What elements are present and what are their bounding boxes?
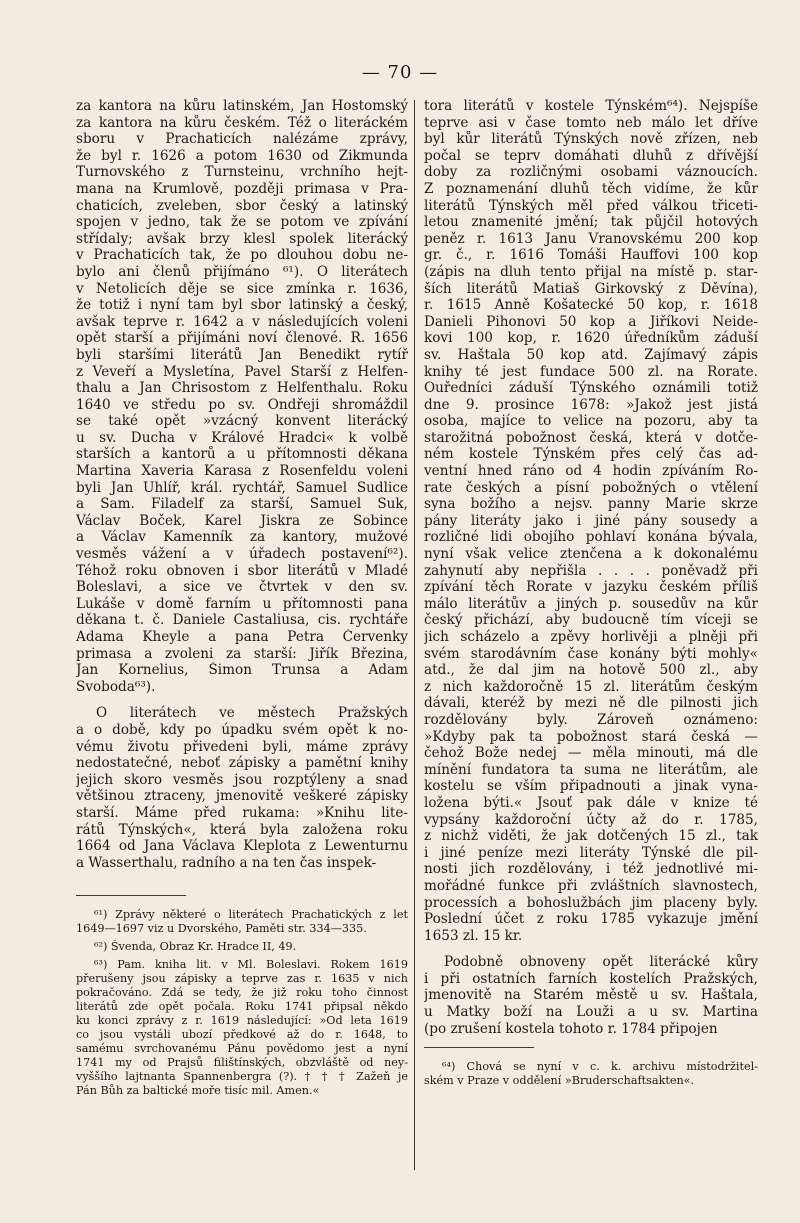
footnote-line: ském v Praze v oddělení »Bruderschaftsakten«. [424, 1074, 695, 1088]
text-line: Svoboda⁶³). [76, 678, 156, 695]
text-line: i při ostatních farních kostelích Pražských, [424, 970, 758, 987]
text-line: sv. Haštala 50 kop atd. Zajímavý zápis [424, 346, 758, 363]
text-line: ložena býti.« Jsouť pak dále v knize té [424, 794, 758, 811]
text-line: z Veveří a Mysletína, Pavel Starší z Helfen- [76, 363, 408, 380]
text-line: Lukáše v domě farním u přítomnosti pana [76, 595, 408, 612]
footnote-rule [76, 895, 186, 896]
text-line: rátů Týnských«, která byla založena roku [76, 821, 408, 838]
text-line: nyní však velice ztenčena a k dokonalému [424, 546, 758, 563]
footnote [76, 908, 408, 936]
text-line: Podobně obnoveny opět literácké kůry [444, 954, 758, 971]
text-line: byli staršími literátů Jan Benedikt rytíř [76, 346, 408, 363]
text-line: (zápis na dluh tento přijal na místě p. star- [424, 263, 758, 280]
footnote-line: 1649—1697 viz u Dvorského, Paměti str. 334—335. [76, 922, 367, 936]
text-line: teprve asi v čase tomto neb málo let dříve [424, 114, 758, 131]
text-line: 1640 ve středu po sv. Ondřeji shromáždil [76, 396, 408, 413]
text-line: byli Jan Uhlíř, král. rychtář, Samuel Sudlice [76, 479, 408, 496]
text-line: jich scházelo a zpěvy horlivěji a plněji při [424, 629, 758, 645]
text-line: a Wasserthalu, radního a na ten čas inspek- [76, 854, 377, 871]
text-line: svém starodávním čase konány býti mohly« [424, 645, 758, 662]
text-line: málo literátův a jiných p. sousedův na kůr [424, 595, 758, 612]
text-line: že totiž i nyní tam byl sbor latinský a český, [76, 297, 408, 314]
text-line: i jiné peníze mezi literáty Týnské dle pil- [424, 844, 758, 861]
text-line: počal se teprv domáhati dluhů z dřívější [424, 147, 758, 164]
text-line: mana na Krumlově, později primasa v Pra- [76, 180, 408, 197]
text-line: mořádné funkce při zvláštních slavnostech, [424, 877, 758, 894]
text-line: gr. č., r. 1616 Tomáši Hauffovi 100 kop [424, 247, 758, 264]
text-line: Turnovského z Turnsteinu, vrchního hejt- [76, 164, 408, 181]
footnote [76, 958, 408, 1098]
text-line: Téhož roku obnoven i sbor literátů v Mladé [76, 562, 408, 579]
text-line: osoba, majíce to velice na pozoru, aby ta [424, 413, 758, 430]
text-line: rate českých a písní pobožných o vtělení [424, 479, 758, 496]
text-line: peněz r. 1613 Janu Vranovskému 200 kop [424, 230, 758, 247]
footnote-line: samému svrchovanému Pánu povědomo jest a nyní [76, 1042, 408, 1056]
text-line: Boleslavi, a sice ve čtvrtek v den sv. [76, 579, 408, 596]
text-line: byl kůr literátů Týnských nově zřízen, neb [424, 131, 758, 148]
text-line: vesměs vážení a v úřadech postavení⁶²). [76, 546, 408, 563]
text-line: thalu a Jan Chrisostom z Helfenthalu. Roku [76, 380, 408, 397]
text-line: tora literátů v kostele Týnském⁶⁴). Nejspíše [424, 98, 758, 114]
text-line: Adama Kheyle a pana Petra Červenky [76, 629, 408, 645]
text-line: kostelu se vším připadnouti a jinak vyna- [424, 778, 758, 795]
left-column [76, 98, 408, 1102]
text-line: z nichž viděti, že jak dotčených 15 zl., tak [424, 828, 758, 845]
text-line: avšak teprve r. 1642 a v následujících voleni [76, 313, 408, 330]
text-line: Z poznamenání dluhů těch vidíme, že kůr [424, 180, 758, 197]
text-line: O literátech ve městech Pražských [96, 705, 408, 722]
text-line: Poslední účet z roku 1785 vykazuje jmění [424, 911, 758, 928]
text-line: 1653 zl. 15 kr. [424, 927, 523, 944]
text-line: u sv. Ducha v Králové Hradci« k volbě [76, 429, 408, 446]
footnote-line: vyššího lajtnanta Spannenbergra (?). † † † Zažeň je [76, 1070, 408, 1084]
text-line: děkana t. č. Daniele Castaliusa, cis. rychtáře [76, 612, 408, 629]
text-line: ném kostele Týnském přes celý čas ad- [424, 446, 758, 463]
footnote-line: ⁶¹) Zprávy některé o literátech Prachatických z let [94, 908, 408, 922]
footnote-line: Pán Bůh za baltické moře tisíc mil. Amen.« [76, 1084, 320, 1098]
text-line: pány literáty jako i jiné pány sousedy a [424, 512, 758, 529]
text-line: nedostatečné, neboť zápisky a pamětní knihy [76, 755, 408, 772]
text-line: Jan Kornelius, Šimon Trunsa a Adam [76, 662, 408, 679]
footnote-line: ku konci zprávy z r. 1619 následující: »Od leta 1619 [76, 1014, 408, 1028]
right-column [424, 98, 758, 1092]
text-line: knihy té jest fundace 500 zl. na Rorate. [424, 363, 758, 380]
text-line: primasa a zvoleni za starší: Jiřík Březina, [76, 645, 408, 662]
footnote-line: ⁶⁴) Chová se nyní v c. k. archivu místodržitel- [442, 1060, 758, 1074]
text-line: zpívání těch Rorate v jazyku českém příliš [424, 579, 758, 596]
text-line: za kantora na kůru latinském, Jan Hostomský [76, 98, 408, 114]
text-line: zahynutí aby nepřišla . . . . poněvadž při [424, 562, 758, 579]
text-line: syna božího a nejsv. panny Marie skrze [424, 496, 758, 513]
text-line: opět starší a přijímáni noví členové. R. 1656 [76, 330, 408, 347]
text-line: kovi 100 kop, r. 1620 úředníkům záduší [424, 330, 758, 347]
text-line: většinou ztraceny, jmenovitě veškeré zápisky [76, 788, 408, 805]
text-line: spojen v jedno, tak že se potom ve zpívání [76, 214, 408, 231]
footnote [76, 940, 408, 954]
text-line: že byl r. 1626 a potom 1630 od Zikmunda [76, 147, 408, 164]
footnote-line: co jsou vystáli ubozí předkové až do r. 1648, to [76, 1028, 408, 1042]
paragraph [76, 98, 408, 695]
text-line: »Kdyby pak ta pobožnost stará česká — [424, 728, 758, 745]
text-line: literátů Týnských měl před válkou třiceti- [424, 197, 758, 214]
paragraph [76, 705, 408, 871]
text-line: r. 1615 Anně Košatecké 50 kop, r. 1618 [424, 297, 758, 314]
text-line: starší. Máme před rukama: »Knihu lite- [76, 804, 408, 821]
text-line: (po zrušení kostela tohoto r. 1784 připojen [424, 1020, 718, 1037]
text-line: starších a kantorů a u přítomnosti děkana [76, 446, 408, 463]
text-line: za kantora na kůru českém. Též o literáckém [76, 114, 408, 131]
text-line: atd., že dal jim na hotově 500 zl., aby [424, 662, 758, 679]
text-line: nosti jich rozdělovány, i též jednotlivé mi- [424, 861, 758, 878]
footnote-rule [424, 1047, 534, 1048]
text-line: v Prachaticích tak, že po dlouhou dobu ne- [76, 247, 408, 264]
text-line: 1664 od Jana Václava Kleplota z Lewenturnu [76, 838, 408, 855]
text-line: český přichází, aby budoucně tím víceji se [424, 612, 758, 629]
text-line: processích a bohoslužbách jim placeny byly. [424, 894, 758, 911]
text-line: z nich každoročně 15 zl. literátům českým [424, 678, 758, 695]
text-line: Ouředníci záduší Týnského oznámili totiž [424, 380, 758, 397]
text-line: Václav Boček, Karel Jiskra ze Sobince [76, 512, 408, 529]
footnote-line: literátů zde opět počala. Roku 1741 připsal někdo [76, 1000, 408, 1014]
footnote [424, 1060, 758, 1088]
text-line: chaticích, zveleben, sbor český a latinský [76, 197, 408, 214]
text-line: Martina Xaveria Karasa z Rosenfeldu voleni [76, 463, 408, 480]
text-line: a Václav Kamenník za kantory, mužové [76, 529, 408, 546]
text-line: dávali, kteréž by mezi ně dle pilnosti jich [424, 695, 758, 712]
paragraph [424, 954, 758, 1037]
text-line: střídaly; avšak brzy klesl spolek literácký [76, 230, 408, 247]
text-line: vypsány každoroční účty až do r. 1785, [424, 811, 758, 828]
footnote-line: pokračováno. Zdá se tedy, že již roku toho činnost [76, 986, 408, 1000]
text-line: mínění fundatora ta suma ne literátům, ale [424, 761, 758, 778]
footnotes [76, 908, 408, 1098]
text-line: u Matky boží na Louži a u sv. Martina [424, 1004, 758, 1021]
footnote-line: přerušeny jsou zápisky a teprve zas r. 1635 v nich [76, 972, 408, 986]
text-line: v Netolicích děje se sice zmínka r. 1636, [76, 280, 408, 297]
text-line: starožitná pobožnost česká, která v dotče- [424, 429, 758, 446]
text-line: vému životu přivedeni byli, máme zprávy [76, 738, 408, 755]
text-line: ších literátů Matiaš Girkovský z Děvína), [424, 280, 758, 297]
text-line: sboru v Prachaticích nalézáme zprávy, [76, 131, 408, 148]
footnote-line: ⁶³) Pam. kniha lit. v Ml. Boleslavi. Rokem 1619 [94, 958, 408, 972]
text-line: bylo ani členů přijímáno ⁶¹). O literátech [76, 263, 408, 280]
text-line: čehož Bože nedej — měla minouti, má dle [424, 745, 758, 762]
footnote-line: 1741 my od Prajsů filištínských, obzvláště od ney- [76, 1056, 408, 1070]
footnotes [424, 1060, 758, 1088]
paragraph [424, 98, 758, 944]
text-line: se také opět »vzácný konvent literácký [76, 413, 408, 430]
text-line: jejich skoro vesměs jsou rozptýleny a snad [76, 771, 408, 788]
text-line: rozličné lidi obojího pohlaví konána bývala, [424, 529, 758, 546]
text-line: doby za rozličnými osobami váznoucích. [424, 164, 758, 181]
text-line: Danieli Pihonovi 50 kop a Jiříkovi Neide- [424, 313, 758, 330]
text-line: a Sam. Filadelf za starší, Samuel Suk, [76, 496, 408, 513]
text-line: jmenovitě na Starém městě u sv. Haštala, [424, 987, 758, 1004]
text-line: letou znamenité jmění; tak půjčil hotových [424, 214, 758, 231]
text-line: rozdělovány byly. Zároveň oznámeno: [424, 711, 758, 728]
text-line: ventní hned ráno od 4 hodin zpíváním Ro- [424, 463, 758, 480]
text-line: dne 9. prosince 1678: »Jakož jest jistá [424, 396, 758, 413]
footnote-line: ⁶²) Švenda, Obraz Kr. Hradce II, 49. [94, 940, 297, 954]
column-divider [414, 100, 415, 1170]
text-line: a o době, kdy po úpadku svém opět k no- [76, 721, 408, 738]
page-number: — 70 — [361, 62, 439, 83]
